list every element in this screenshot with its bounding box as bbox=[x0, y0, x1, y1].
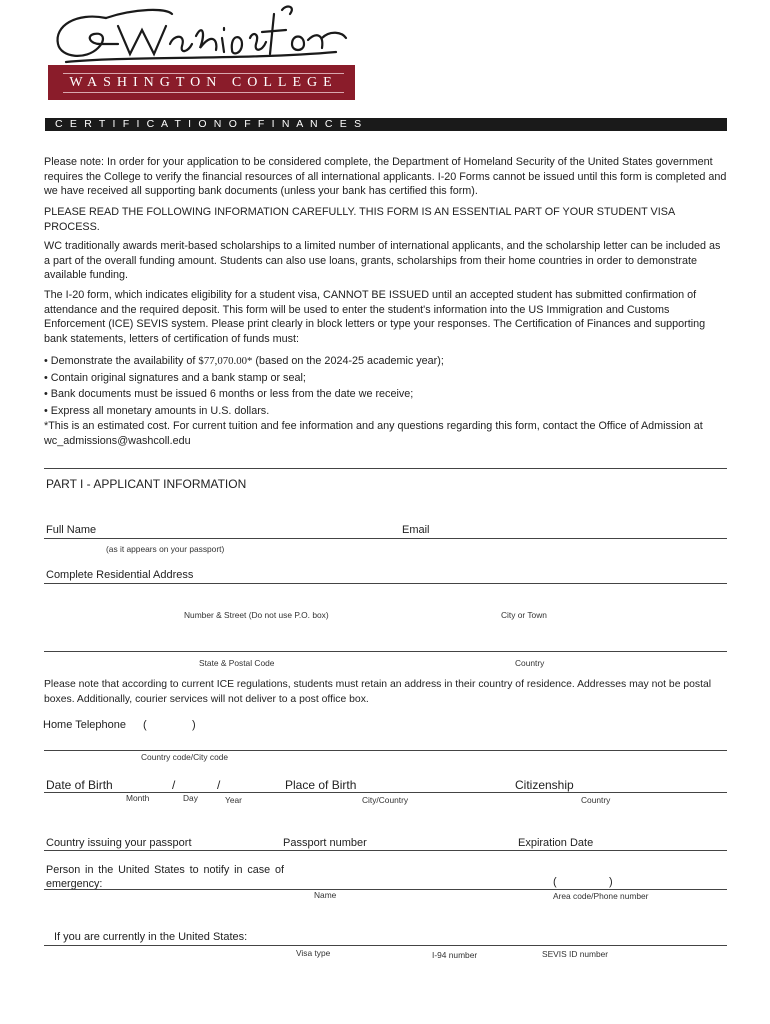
year-hint: Year bbox=[225, 795, 242, 805]
telephone-line bbox=[44, 750, 727, 751]
visa-type-hint: Visa type bbox=[296, 948, 331, 958]
month-hint: Month bbox=[126, 793, 150, 803]
emergency-name-field[interactable] bbox=[288, 876, 546, 890]
state-country-line bbox=[44, 651, 727, 652]
signature-logo bbox=[46, 4, 356, 70]
full-name-line bbox=[44, 538, 727, 539]
visa-i94-sevis-field[interactable] bbox=[240, 931, 724, 945]
requirements-list bbox=[44, 353, 444, 419]
passport-number-field[interactable] bbox=[366, 837, 512, 851]
street-city-field[interactable] bbox=[44, 596, 727, 610]
state-hint: State & Postal Code bbox=[199, 658, 275, 668]
read-carefully-paragraph: PLEASE READ THE FOLLOWING INFORMATION CAREFULLY. THIS FORM IS AN ESSENTIAL PART OF YOUR STUDENT VISA PROCESS. bbox=[44, 206, 675, 233]
passport-number-label: Passport number bbox=[283, 837, 367, 849]
list-item: • Demonstrate the availability of $77,070.00* (based on the 2024-25 academic year); bbox=[44, 355, 444, 367]
country-city-code-hint: Country code/City code bbox=[141, 752, 229, 762]
country-city-code-field[interactable] bbox=[150, 719, 188, 733]
list-item: • Express all monetary amounts in U.S. dollars. bbox=[44, 404, 270, 417]
dob-label: Date of Birth bbox=[46, 778, 113, 792]
list-item: • Bank documents must be issued 6 months or less from the date we receive; bbox=[44, 388, 414, 400]
amount: $77,070.00* bbox=[198, 355, 253, 367]
dob-slash-1: / bbox=[172, 778, 176, 792]
section-title-bar: C E R T I F I C A T I O N O F F I N A N C E S bbox=[45, 118, 727, 131]
sevis-hint: SEVIS ID number bbox=[542, 949, 609, 959]
place-of-birth-label: Place of Birth bbox=[285, 778, 357, 792]
email-label: Email bbox=[402, 524, 430, 536]
passport-line bbox=[44, 850, 727, 851]
intro-paragraph: Please note: In order for your application to be considered complete, the Department of Homeland Security of the United States government requires the College to verify the financial resources of all international applicants. I-20 Forms cannot be issued until this form is completed and we have received all supporting bank documents (unless your bank has certified this form). bbox=[44, 156, 727, 198]
day-hint: Day bbox=[183, 793, 198, 803]
dob-month-field[interactable] bbox=[120, 778, 170, 792]
dob-year-field[interactable] bbox=[224, 778, 280, 792]
address-label: Complete Residential Address bbox=[46, 569, 194, 581]
i20-paragraph: The I-20 form, which indicates eligibility for a student visa, CANNOT BE ISSUED until an accepted student has submitted confirmation of attendance and the required deposit. This form will be used to enter the student's information into the US Immigration and Customs Enforcement (ICE) SEVIS system. Please print clearly in block letters or type your responses. The Certification of Finances and supporting bank statements, letters of certification of funds must: bbox=[44, 289, 706, 345]
in-us-label: If you are currently in the United States: bbox=[54, 931, 248, 943]
emergency-paren-open: ( bbox=[553, 876, 557, 888]
passport-hint: (as it appears on your passport) bbox=[106, 544, 225, 554]
emergency-name-hint: Name bbox=[314, 890, 337, 900]
emergency-line bbox=[44, 889, 727, 890]
list-item: • Contain original signatures and a bank stamp or seal; bbox=[44, 371, 306, 384]
estimate-note: *This is an estimated cost. For current tuition and fee information and any questions regarding this form, contact the Office of Admission at wc_admissions@washcoll.edu bbox=[44, 420, 703, 447]
divider bbox=[44, 468, 727, 469]
state-country-field[interactable] bbox=[44, 636, 727, 650]
place-of-birth-field[interactable] bbox=[356, 778, 510, 792]
part1-title: PART I - APPLICANT INFORMATION bbox=[46, 477, 247, 491]
dob-day-field[interactable] bbox=[180, 778, 214, 792]
emergency-contact-label: Person in the United States to notify in case of emergency: bbox=[46, 864, 284, 890]
full-name-label: Full Name bbox=[46, 524, 97, 536]
email-field[interactable] bbox=[432, 524, 724, 538]
scholarship-paragraph: WC traditionally awards merit-based scholarships to a limited number of international applicants, and the scholarship letter can be included as a part of the overall funding amount. Students can also use loans, grants, scholarships from their home countries in order to demonstrate available funding. bbox=[44, 240, 721, 282]
dob-slash-2: / bbox=[217, 778, 221, 792]
i94-hint: I-94 number bbox=[432, 950, 478, 960]
citizenship-label: Citizenship bbox=[515, 778, 574, 792]
paren-close: ) bbox=[192, 719, 196, 731]
in-us-line bbox=[44, 945, 727, 946]
full-name-field[interactable] bbox=[100, 524, 396, 538]
college-name-banner bbox=[48, 65, 355, 100]
expiration-date-label: Expiration Date bbox=[518, 837, 594, 849]
paren-open: ( bbox=[143, 719, 147, 731]
expiration-date-field[interactable] bbox=[592, 837, 724, 851]
city-hint: City or Town bbox=[501, 610, 547, 620]
area-code-phone-hint: Area code/Phone number bbox=[553, 891, 649, 901]
city-country-hint: City/Country bbox=[362, 795, 409, 805]
home-telephone-label: Home Telephone bbox=[43, 719, 126, 731]
passport-country-label: Country issuing your passport bbox=[46, 837, 192, 849]
address-field[interactable] bbox=[186, 569, 724, 583]
country-hint: Country bbox=[515, 658, 545, 668]
emergency-phone-field[interactable] bbox=[560, 876, 724, 890]
address-note: Please note that according to current ICE regulations, students must retain an address in their country of residence. Addresses may not be postal boxes. Additionally, courier services will not deliver to a post office box. bbox=[44, 679, 712, 705]
passport-country-field[interactable] bbox=[186, 837, 278, 851]
emergency-paren-close: ) bbox=[609, 876, 613, 888]
address-line bbox=[44, 583, 727, 584]
citizenship-country-hint: Country bbox=[581, 795, 611, 805]
citizenship-field[interactable] bbox=[574, 778, 724, 792]
college-name: WASHINGTON COLLEGE bbox=[63, 73, 343, 93]
home-telephone-field[interactable] bbox=[200, 719, 724, 733]
street-hint: Number & Street (Do not use P.O. box) bbox=[184, 610, 329, 620]
